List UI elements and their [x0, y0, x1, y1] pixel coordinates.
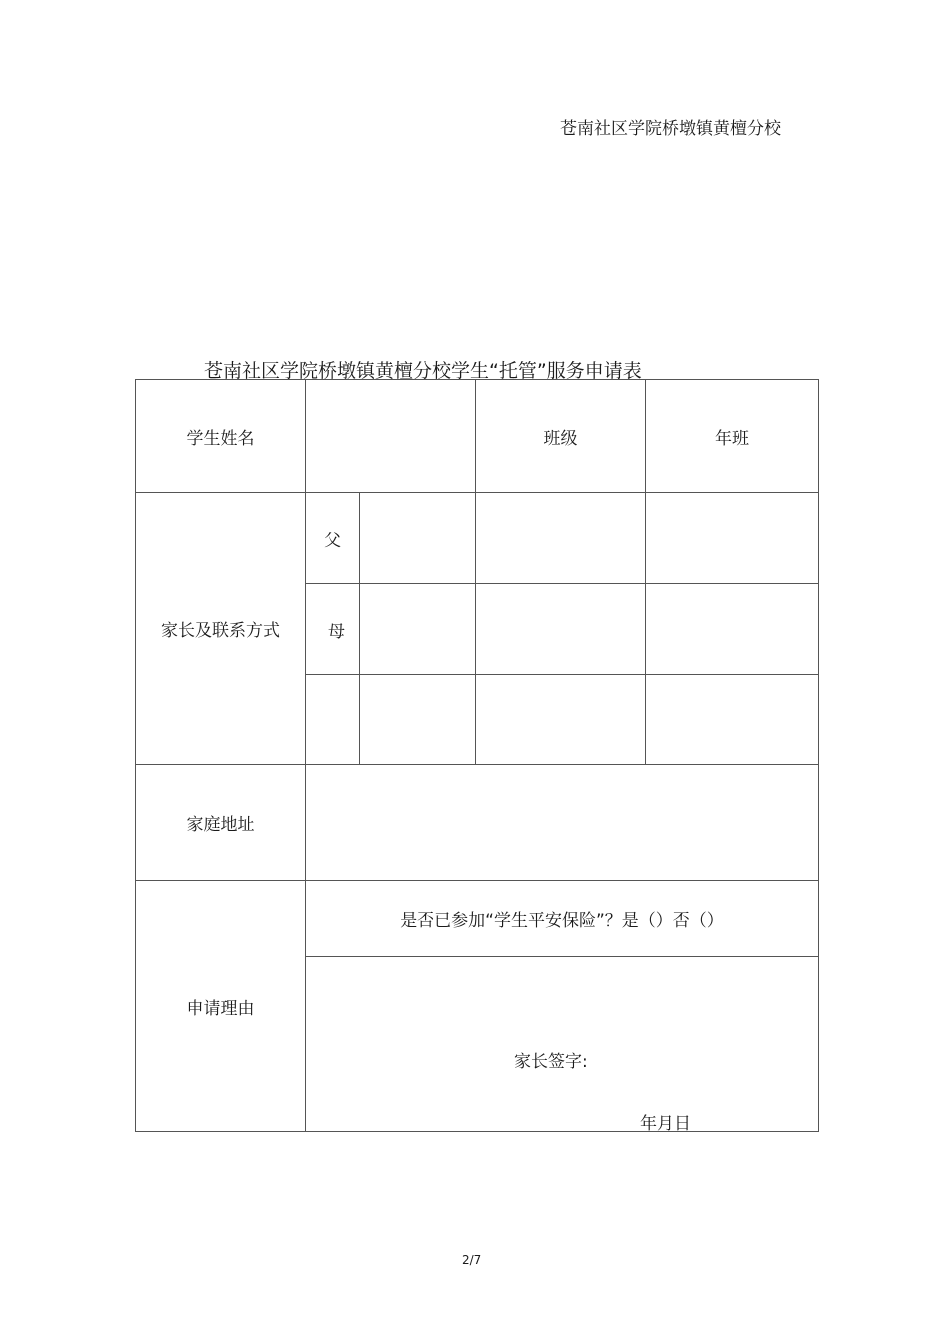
page-number: 2/7	[462, 1253, 482, 1267]
insurance-question[interactable]: 是否已参加“学生平安保险”？是（）否（）	[306, 881, 819, 957]
class-label: 班级	[476, 380, 646, 493]
parent-signature-label: 家长签字:	[514, 1052, 588, 1072]
father-extra-field[interactable]	[646, 493, 819, 584]
address-row	[136, 765, 819, 881]
application-form-table	[135, 379, 819, 1132]
mother-label-cell	[306, 584, 360, 675]
parents-contact-label: 家长及联系方式	[136, 493, 306, 765]
student-name-label: 学生姓名	[136, 380, 306, 493]
home-address-label: 家庭地址	[136, 765, 306, 881]
mother-phone-field[interactable]	[476, 584, 646, 675]
grade-class-field[interactable]: 年班	[646, 380, 819, 493]
other-phone-field[interactable]	[476, 675, 646, 765]
father-name-field[interactable]	[360, 493, 476, 584]
reason-label: 申请理由	[136, 881, 306, 1132]
form-title: 苍南社区学院桥墩镇黄檀分校学生“托管”服务申请表	[204, 360, 642, 382]
insurance-row	[136, 881, 819, 957]
header-org-name: 苍南社区学院桥墩镇黄檀分校	[560, 119, 781, 139]
father-phone-field[interactable]	[476, 493, 646, 584]
father-label: 父	[306, 493, 360, 584]
mother-name-field[interactable]	[360, 584, 476, 675]
reason-field[interactable]	[306, 957, 819, 1132]
home-address-field[interactable]	[306, 765, 819, 881]
other-name-field[interactable]	[360, 675, 476, 765]
other-extra-field[interactable]	[646, 675, 819, 765]
mother-extra-field[interactable]	[646, 584, 819, 675]
student-row	[136, 380, 819, 493]
signature-date-label: 年月日	[640, 1114, 691, 1134]
mother-label: 母	[328, 621, 345, 642]
student-name-field[interactable]	[306, 380, 476, 493]
other-relation-field[interactable]	[306, 675, 360, 765]
father-row	[136, 493, 819, 584]
